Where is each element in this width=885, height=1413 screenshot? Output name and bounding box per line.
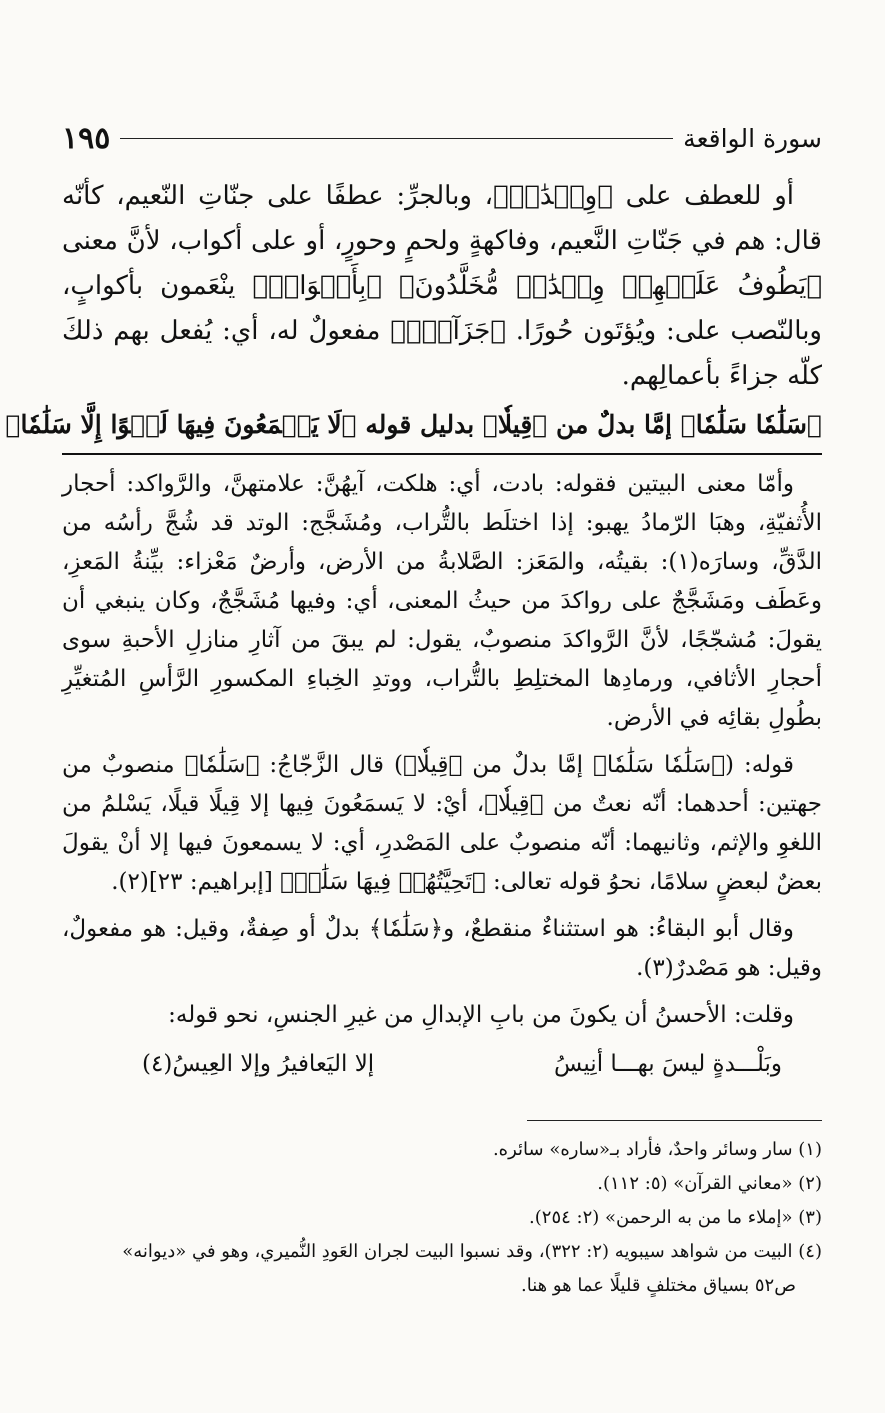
surah-title: سورة الواقعة — [683, 123, 822, 153]
page-header — [62, 118, 822, 158]
main-paragraph: أو للعطف على ﴿وِلۡدَٰنٞ﴾، وبالجرِّ: عطفًا على جنّاتِ النّعيم، كأنّه قال: هم في جَنّاتِ النَّعيم، وفاكهةٍ ولحمٍ وحورٍ، أو على أكواب، لأنَّ معنى ﴿يَطُوفُ عَلَيۡهِمۡ وِلۡدَٰنٞ مُّخَلَّدُونَ﴾ ﴿بِأَكۡوَابٖ﴾ ينْعَمون بأكوابٍ، وبالنّصب على: ويُؤتَون حُورًا. ﴿جَزَآءَۢ﴾ مفعولٌ له، أي: يُفعل بهم ذلكَ كلّه جزاءً بأعمالِهم. — [62, 181, 822, 391]
footnotes — [62, 1133, 822, 1303]
commentary-paragraph: وقال أبو البقاءُ: هو استثناءٌ منقطعٌ، و﴿سَلَٰمٗا﴾ بدلٌ أو صِفةٌ، وقيل: هو مفعولٌ، وقيل: هو مَصْدرٌ(٣). — [62, 916, 822, 981]
section-divider — [62, 453, 822, 455]
footnote: (٤) البيت من شواهد سيبويه (٢: ٣٢٢)، وقد نسبوا البيت لجران العَودِ النُّميري، وهو في «ديوانه» — [122, 1241, 822, 1262]
page-number: ١٩٥ — [62, 120, 111, 156]
commentary — [62, 465, 822, 1084]
poetry-verse — [142, 1045, 782, 1084]
verse-first-hemistich: وبَلْـــدةٍ ليسَ بهـــا أنِيسُ — [554, 1051, 782, 1077]
footnote: (٢) «معاني القرآن» (٥: ١١٢). — [597, 1173, 822, 1194]
footnote-rule — [527, 1120, 822, 1121]
book-page — [5, 118, 822, 1303]
bold-heading-line: ﴿سَلَٰمٗا سَلَٰمٗا﴾ إمَّا بدلٌ من ﴿قِيلٗا﴾ بدليل قوله ﴿لَا يَسۡمَعُونَ فِيهَا لَغۡوًا إِلَّا سَلَٰمٗا﴾ — [5, 410, 822, 439]
commentary-paragraph: قوله: (﴿سَلَٰمٗا سَلَٰمٗا﴾ إمَّا بدلٌ من ﴿قِيلٗا﴾) قال الزَّجّاجُ: ﴿سَلَٰمٗا﴾ منصوبٌ من جهتين: أحدهما: أنّه نعتٌ من ﴿قِيلٗا﴾، أيْ: لا يَسمَعُونَ فِيها إلا قِيلًا قيلًا، يَسْلمُ من اللغوِ والإثم، وثانيهما: أنّه منصوبٌ على المَصْدرِ، أي: لا يسمعونَ فيها إلا أنْ يقولَ بعضٌ لبعضٍ سلامًا، نحوُ قوله تعالى: ﴿تَحِيَّتُهُمۡ فِيهَا سَلَٰمٞ﴾ [إبراهيم: ٢٣](٢). — [62, 752, 822, 895]
footnote: (٣) «إملاء ما من به الرحمن» (٢: ٢٥٤). — [529, 1207, 822, 1228]
commentary-paragraph: وقلت: الأحسنُ أن يكونَ من بابِ الإبدالِ من غيرِ الجنسِ، نحو قوله: — [168, 1002, 794, 1028]
commentary-paragraph: وأمّا معنى البيتين فقوله: بادت، أي: هلكت، آيهُنَّ: علامتهنَّ، والرَّواكد: أحجار الأُثفيّةِ، وهبَا الرّمادُ يهبو: إذا اختلَط بالتُّراب، ومُشَجَّج: الوتد قد شُجَّ رأسُه من الدَّقِّ، وسارَه(١): بقيتُه، والمَعَز: الصَّلابةُ من الأرض، وأرضٌ مَعْزاء: بيِّنةُ المَعزِ، وعَطَف ومَشَجَّجٌ على رواكدَ من حيثُ المعنى، أي: وفيها مُشَجَّجٌ، وكان ينبغي أن يقولَ: مُشجّجًا، لأنَّ الرَّواكدَ منصوبٌ، يقول: لم يبقَ من آثارِ منازلِ الأحبةِ سوى أحجارِ الأثافي، ورمادِها المختلِطِ بالتُّراب، ووتدِ الخِباءِ المكسورِ الرَّأسِ المُتغيِّرِ بطُولِ بقائِه في الأرض. — [62, 471, 822, 731]
footnote-continuation: ص٥٢ بسياق مختلفٍ قليلًا عما هو هنا. — [521, 1275, 796, 1296]
header-rule — [120, 138, 673, 139]
footnote: (١) سار وسائر واحدٌ، فأراد بـ«ساره» سائره. — [492, 1139, 822, 1160]
verse-second-hemistich: إلا اليَعافيرُ وإلا العِيسُ(٤) — [142, 1051, 375, 1077]
main-text — [62, 174, 822, 399]
